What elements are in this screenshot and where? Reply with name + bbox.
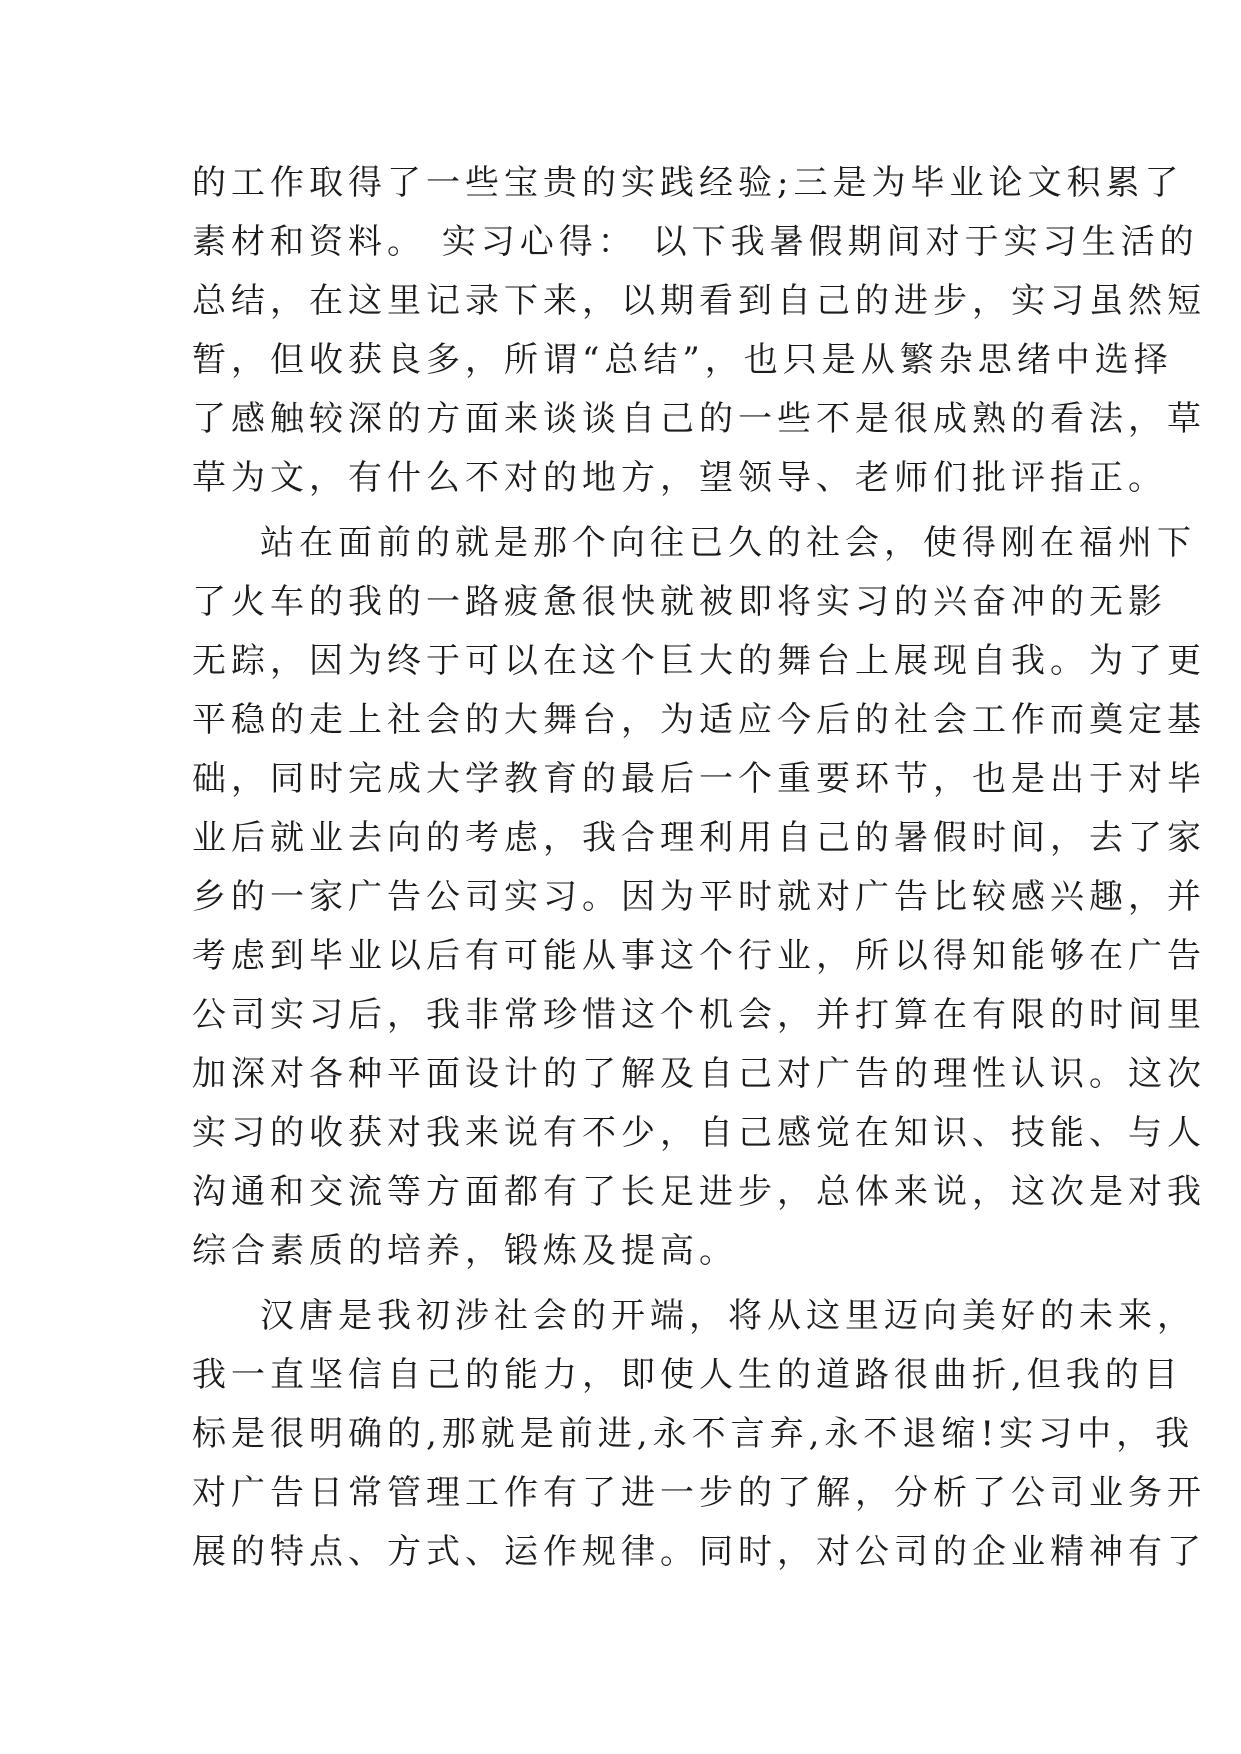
text-line: 加深对各种平面设计的了解及自己对广告的理性认识。这次 [192,1054,1206,1094]
text-line: 我一直坚信自己的能力，即使人生的道路很曲折,但我的目 [192,1355,1183,1395]
text-line: 平稳的走上社会的大舞台，为适应今后的社会工作而奠定基 [192,700,1206,740]
text-line: 标是很明确的,那就是前进,永不言弃,永不退缩!实习中，我 [192,1414,1195,1454]
text-line: 汉唐是我初涉社会的开端，将从这里迈向美好的未来， [260,1296,1196,1336]
paragraph-2 [192,514,1206,1281]
text-line: 实习的收获对我来说有不少，自己感觉在知识、技能、与人 [192,1113,1206,1153]
text-line: 沟通和交流等方面都有了长足进步，总体来说，这次是对我 [192,1172,1206,1212]
paragraph-1 [192,154,1206,508]
text-line: 暂，但收获良多，所谓“总结”，也只是从繁杂思绪中选择 [192,340,1173,380]
text-line: 乡的一家广告公司实习。因为平时就对广告比较感兴趣，并 [192,877,1206,917]
text-line: 业后就业去向的考虑，我合理利用自己的暑假时间，去了家 [192,818,1206,858]
text-line: 素材和资料。 实习心得： 以下我暑假期间对于实习生活的 [192,222,1199,262]
text-line: 站在面前的就是那个向往已久的社会，使得刚在福州下 [260,523,1196,563]
text-line: 综合素质的培养，锻炼及提高。 [192,1231,738,1271]
text-line: 展的特点、方式、运作规律。同时，对公司的企业精神有了 [192,1532,1206,1572]
text-line: 础，同时完成大学教育的最后一个重要环节，也是出于对毕 [192,759,1206,799]
text-line: 公司实习后，我非常珍惜这个机会，并打算在有限的时间里 [192,995,1206,1035]
text-line: 的工作取得了一些宝贵的实践经验;三是为毕业论文积累了 [192,163,1184,203]
text-line: 了火车的我的一路疲惫很快就被即将实习的兴奋冲的无影 [192,582,1167,622]
text-line: 了感触较深的方面来谈谈自己的一些不是很成熟的看法，草 [192,399,1206,439]
text-line: 对广告日常管理工作有了进一步的了解，分析了公司业务开 [192,1473,1206,1513]
text-line: 考虑到毕业以后有可能从事这个行业，所以得知能够在广告 [192,936,1206,976]
document-body [192,154,1206,1582]
text-line: 草为文，有什么不对的地方，望领导、老师们批评指正。 [192,458,1167,498]
text-line: 总结，在这里记录下来，以期看到自己的进步，实习虽然短 [192,281,1206,321]
text-line: 无踪，因为终于可以在这个巨大的舞台上展现自我。为了更 [192,641,1206,681]
paragraph-3 [192,1287,1206,1582]
